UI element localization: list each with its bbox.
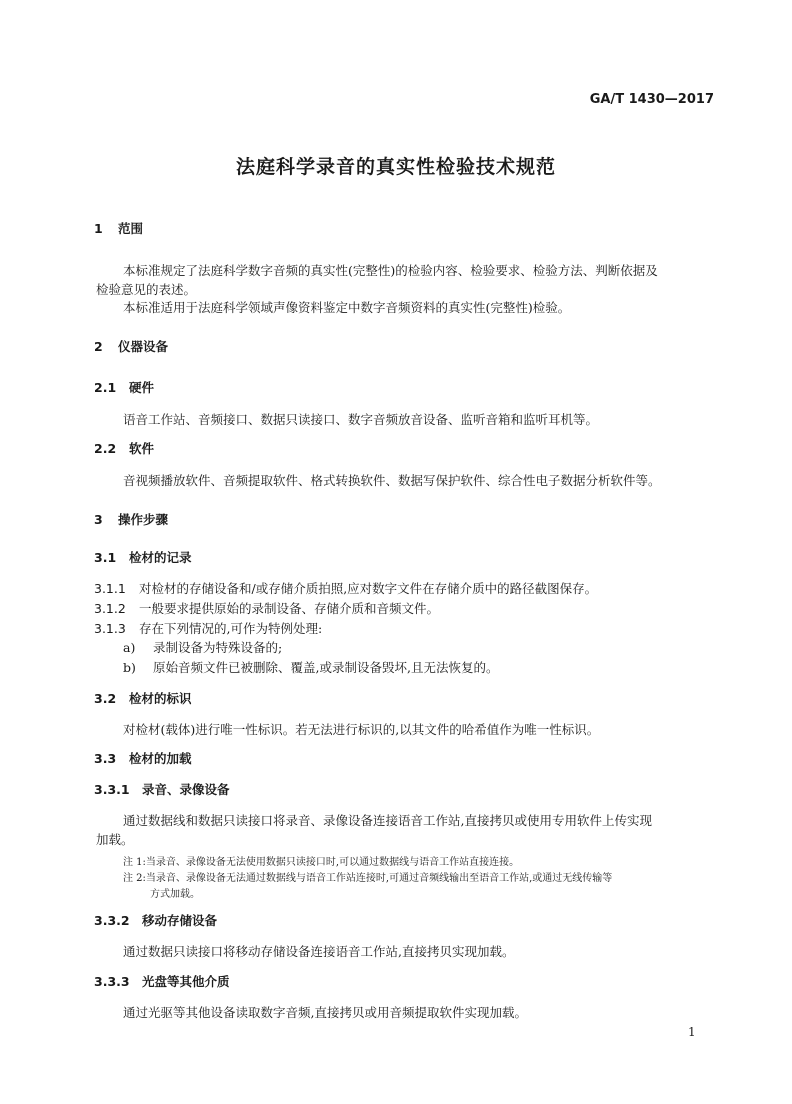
section-number: 3.2 xyxy=(94,691,117,706)
section-3-3-1-heading xyxy=(94,780,230,798)
paragraph-line: 对检材(载体)进行唯一性标识。若无法进行标识的,以其文件的哈希值作为唯一性标识。 xyxy=(123,722,600,737)
section-number: 3.3.3 xyxy=(94,974,130,989)
note-2-line: 注 2:当录音、录像设备无法通过数据线与语音工作站连接时,可通过音频线输出至语音工作站,或通过无线传输等 xyxy=(123,873,613,884)
paragraph-line: 加载。 xyxy=(96,832,134,847)
section-number: 3.3.1 xyxy=(94,782,130,797)
section-number: 1 xyxy=(94,221,103,236)
section-3-3-2-heading xyxy=(94,911,217,929)
section-title: 操作步骤 xyxy=(118,512,169,527)
paragraph-line: 通过光驱等其他设备读取数字音频,直接拷贝或用音频提取软件实现加载。 xyxy=(123,1005,527,1020)
paragraph-line: 本标准适用于法庭科学领域声像资料鉴定中数字音频资料的真实性(完整性)检验。 xyxy=(123,300,571,315)
list-label: b) xyxy=(123,660,136,675)
paragraph-line: 通过数据线和数据只读接口将录音、录像设备连接语音工作站,直接拷贝或使用专用软件上传实现 xyxy=(123,813,652,828)
note-2-line: 方式加载。 xyxy=(150,889,200,900)
section-3-3-3-heading xyxy=(94,972,230,990)
page-title: 法庭科学录音的真实性检验技术规范 xyxy=(235,156,556,178)
section-2-heading xyxy=(94,337,168,355)
section-title: 硬件 xyxy=(129,380,155,395)
paragraph-line: 语音工作站、音频接口、数据只读接口、数字音频放音设备、监听音箱和监听耳机等。 xyxy=(123,412,599,427)
clause-text: 一般要求提供原始的录制设备、存储介质和音频文件。 xyxy=(139,601,440,616)
section-3-heading xyxy=(94,510,168,528)
section-title: 软件 xyxy=(129,441,155,456)
section-2-1-heading xyxy=(94,378,154,396)
clause-number: 3.1.2 xyxy=(94,601,126,616)
clause-number: 3.1.1 xyxy=(94,581,126,596)
paragraph-line: 通过数据只读接口将移动存储设备连接语音工作站,直接拷贝实现加载。 xyxy=(123,944,515,959)
clause-text: 存在下列情况的,可作为特例处理: xyxy=(139,621,323,636)
section-number: 2.2 xyxy=(94,441,117,456)
list-item-b xyxy=(123,658,498,676)
paragraph-line: 音视频播放软件、音频提取软件、格式转换软件、数据写保护软件、综合性电子数据分析软件等。 xyxy=(123,473,661,488)
clause-3-1-2 xyxy=(94,599,439,617)
section-title: 检材的标识 xyxy=(129,691,192,706)
list-text: 原始音频文件已被删除、覆盖,或录制设备毁坏,且无法恢复的。 xyxy=(153,660,499,675)
section-number: 3.1 xyxy=(94,550,117,565)
list-item-a xyxy=(123,638,282,656)
clause-number: 3.1.3 xyxy=(94,621,126,636)
section-title: 仪器设备 xyxy=(118,339,169,354)
section-number: 2 xyxy=(94,339,103,354)
clause-3-1-3 xyxy=(94,619,322,637)
section-number: 3 xyxy=(94,512,103,527)
section-title: 移动存储设备 xyxy=(142,913,218,928)
section-title: 范围 xyxy=(118,221,144,236)
section-3-1-heading xyxy=(94,548,192,566)
section-title: 光盘等其他介质 xyxy=(142,974,230,989)
section-1-heading xyxy=(94,219,143,237)
section-2-2-heading xyxy=(94,439,154,457)
section-title: 录音、录像设备 xyxy=(142,782,230,797)
section-number: 3.3 xyxy=(94,751,117,766)
section-title: 检材的记录 xyxy=(129,550,192,565)
section-number: 3.3.2 xyxy=(94,913,130,928)
clause-text: 对检材的存储设备和/或存储介质拍照,应对数字文件在存储介质中的路径截图保存。 xyxy=(139,581,598,596)
section-title: 检材的加载 xyxy=(129,751,192,766)
paragraph-line: 本标准规定了法庭科学数字音频的真实性(完整性)的检验内容、检验要求、检验方法、判断依据及 xyxy=(123,263,658,278)
section-number: 2.1 xyxy=(94,380,117,395)
clause-3-1-1 xyxy=(94,579,597,597)
section-3-3-heading xyxy=(94,749,192,767)
paragraph-line: 检验意见的表述。 xyxy=(96,282,197,297)
list-label: a) xyxy=(123,640,136,655)
section-3-2-heading xyxy=(94,689,192,707)
list-text: 录制设备为特殊设备的; xyxy=(153,640,283,655)
page-number: 1 xyxy=(688,1025,696,1039)
note-1: 注 1:当录音、录像设备无法使用数据只读接口时,可以通过数据线与语音工作站直接连接。 xyxy=(123,857,520,868)
document-number: GA/T 1430—2017 xyxy=(589,92,714,107)
